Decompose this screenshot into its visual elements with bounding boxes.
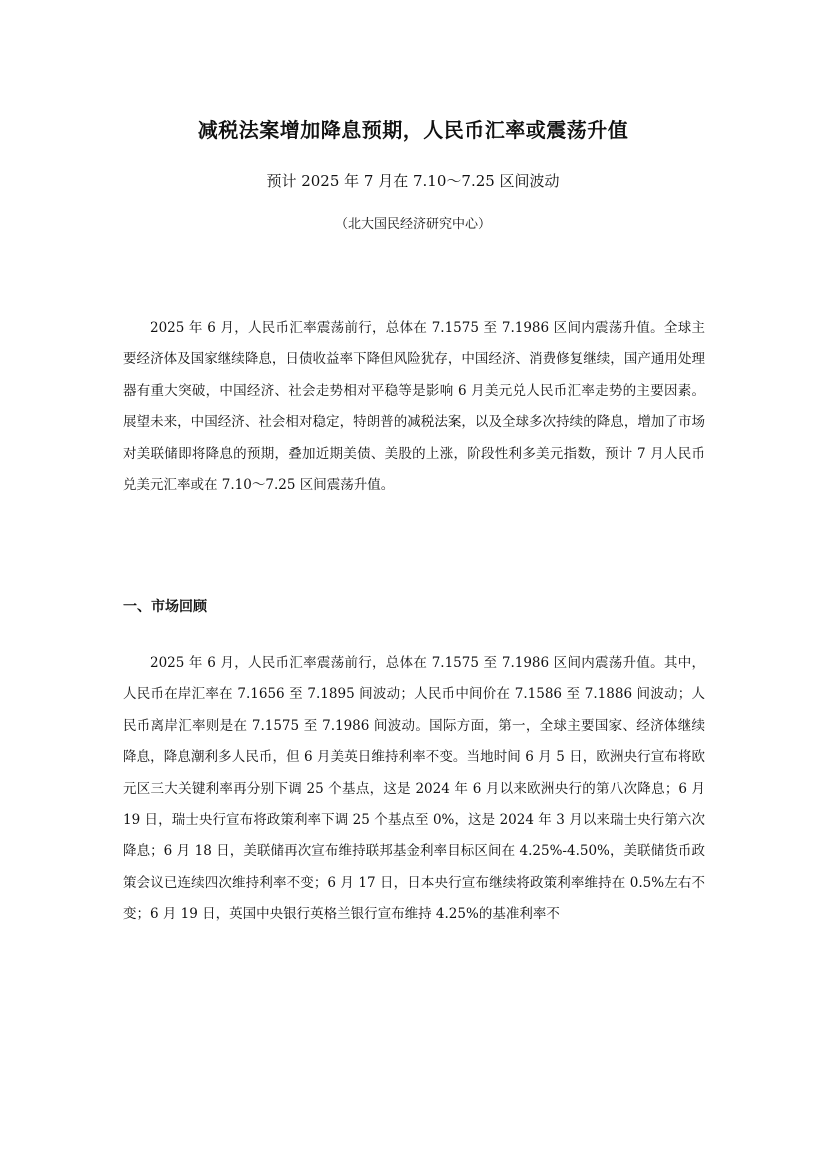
section-heading-market-review: 一、市场回顾 (123, 599, 207, 615)
market-review-paragraph: 2025 年 6 月，人民币汇率震荡前行，总体在 7.1575 至 7.1986 区间内震荡升值。其中，人民币在岸汇率在 7.1656 至 7.1895 间波动；人民币中间价在 7.1586 至 7.1886 间波动；人民币离岸汇率则是在 7.1575 至 7.1986 间波动。国际方面，第一，全球主要国家、经济体继续降息，降息潮利多人民币，但 6 月美英日维持利率不变。当地时间 6 月 5 日，欧洲央行宣布将欧元区三大关键利率再分别下调 25 个基点，这是 2024 年 6 月以来欧洲央行的第八次降息；6 月 19 日，瑞士央行宣布将政策利率下调 25 个基点至 0%，这是 2024 年 3 月以来瑞士央行第六次降息；6 月 18 日，美联储再次宣布维持联邦基金利率目标区间在 4.25%-4.50%，美联储货币政策会议已连续四次维持利率不变；6 月 17 日，日本央行宣布继续将政策利率维持在 0.5%左右不变；6 月 19 日，英国中央银行英格兰银行宣布维持 4.25%的基准利率不 (123, 655, 705, 923)
intro-paragraph: 2025 年 6 月，人民币汇率震荡前行，总体在 7.1575 至 7.1986 区间内震荡升值。全球主要经济体及国家继续降息，日债收益率下降但风险犹存，中国经济、消费修复继续，国产通用处理器有重大突破，中国经济、社会走势相对平稳等是影响 6 月美元兑人民币汇率走势的主要因素。展望未来，中国经济、社会相对稳定，特朗普的减税法案，以及全球多次持续的降息，增加了市场对美联储即将降息的预期，叠加近期美债、美股的上涨，阶段性利多美元指数，预计 7 月人民币兑美元汇率或在 7.10～7.25 区间震荡升值。 (123, 320, 705, 494)
document-source: （北大国民经济研究中心） (334, 217, 491, 232)
document-title: 减税法案增加降息预期，人民币汇率或震荡升值 (197, 118, 629, 142)
document-subtitle: 预计 2025 年 7 月在 7.10～7.25 区间波动 (266, 172, 560, 190)
